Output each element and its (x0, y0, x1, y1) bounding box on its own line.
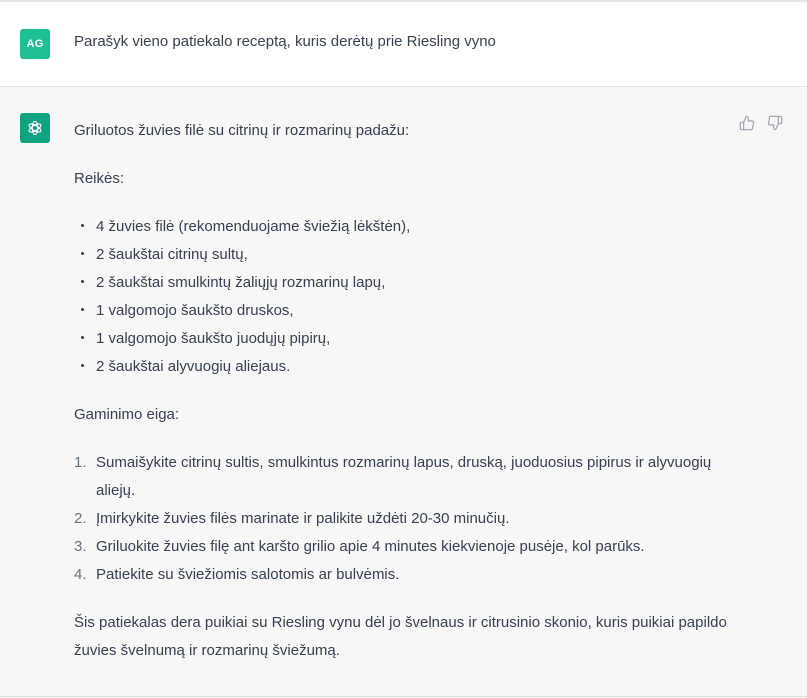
openai-logo-icon (25, 118, 45, 138)
user-message (0, 2, 807, 87)
thumbs-up-icon[interactable] (739, 115, 755, 131)
thumbs-down-icon[interactable] (767, 115, 783, 131)
step-text: Sumaišykite citrinų sultis, smulkintus rozmarinų lapus, druską, juoduosius pipirus ir alyvuogių aliejų. (96, 454, 712, 499)
user-message-text: Parašyk vieno patiekalo receptą, kuris derėtų prie Riesling vyno (74, 33, 496, 50)
step-number: 3. (74, 538, 87, 555)
list-item: 2 šaukštai smulkintų žaliųjų rozmarinų lapų, (74, 269, 734, 297)
steps-list (74, 449, 734, 589)
ingredients-list (74, 213, 734, 381)
assistant-message (0, 87, 807, 697)
list-item (74, 533, 734, 561)
list-item (74, 505, 734, 533)
user-avatar-initials: AG (26, 38, 44, 50)
list-item: 4 žuvies filė (rekomenduojame šviežią lėkštėn), (74, 213, 734, 241)
list-item: 1 valgomojo šaukšto druskos, (74, 297, 734, 325)
user-avatar (20, 29, 50, 59)
step-text: Patiekite su šviežiomis salotomis ar bulvėmis. (96, 566, 400, 583)
ingredients-heading: Reikės: (74, 170, 125, 187)
list-item (74, 449, 734, 505)
list-item (74, 561, 734, 589)
step-number: 1. (74, 454, 87, 471)
recipe-title: Griluotos žuvies filė su citrinų ir rozmarinų padažu: (74, 122, 410, 139)
closing-paragraph: Šis patiekalas dera puikiai su Riesling vynu dėl jo švelnaus ir citrusinio skonio, kuris puikiai papildo žuvies švelnumą ir rozmarinų šviežumą. (74, 614, 727, 659)
list-item: 2 šaukštai citrinų sultų, (74, 241, 734, 269)
list-item: 1 valgomojo šaukšto juodųjų pipirų, (74, 325, 734, 353)
step-number: 2. (74, 510, 87, 527)
step-number: 4. (74, 566, 87, 583)
step-text: Įmirkykite žuvies filės marinate ir palikite uždėti 20-30 minučių. (96, 510, 510, 527)
feedback-buttons (739, 115, 783, 131)
steps-heading: Gaminimo eiga: (74, 406, 180, 423)
list-item: 2 šaukštai alyvuogių aliejaus. (74, 353, 734, 381)
step-text: Griluokite žuvies filę ant karšto grilio apie 4 minutes kiekvienoje pusėje, kol parūks. (96, 538, 645, 555)
assistant-avatar (20, 113, 50, 143)
assistant-message-content (74, 117, 734, 685)
